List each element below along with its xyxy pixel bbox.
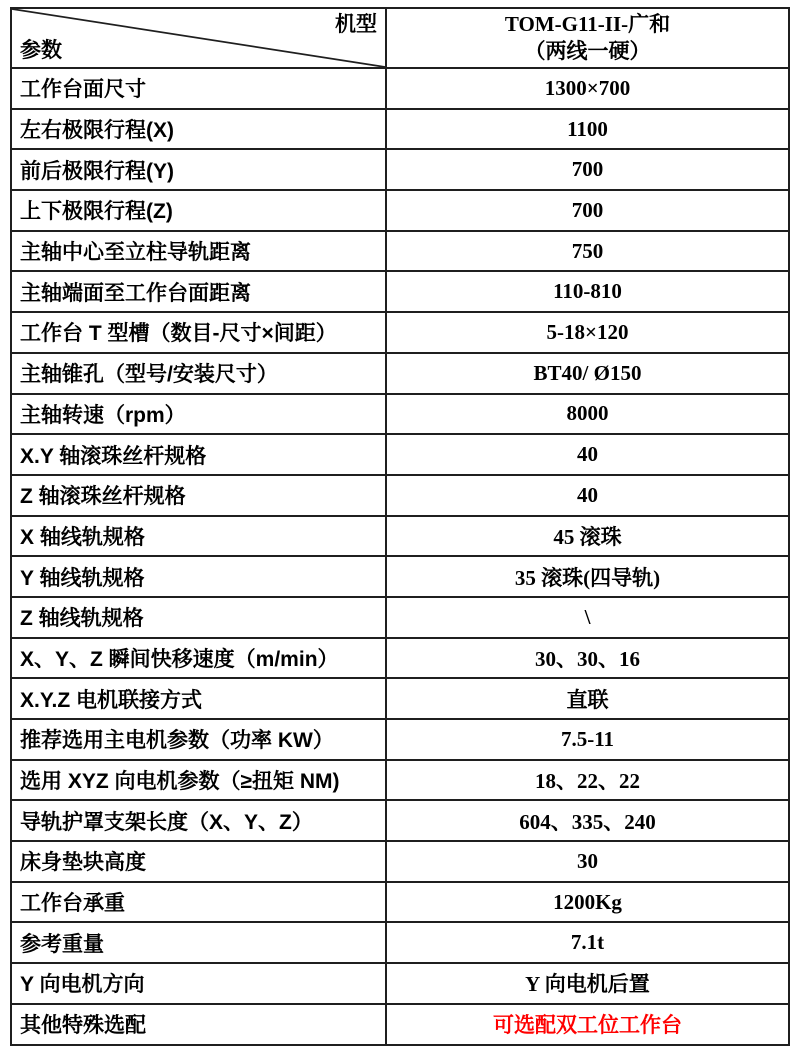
param-value: 750 [386,231,789,272]
param-label: 工作台承重 [11,882,386,923]
table-row [11,353,789,394]
param-value: 30、30、16 [386,638,789,679]
table-row [11,394,789,435]
param-label: 参考重量 [11,922,386,963]
param-label: X.Y.Z 电机联接方式 [11,678,386,719]
param-label: 主轴端面至工作台面距离 [11,271,386,312]
table-row [11,1004,789,1045]
param-value: BT40/ Ø150 [386,353,789,394]
param-value: 直联 [386,678,789,719]
param-value: 30 [386,841,789,882]
table-row [11,922,789,963]
param-label: X 轴线轨规格 [11,516,386,557]
table-row [11,109,789,150]
param-label: X.Y 轴滚珠丝杆规格 [11,434,386,475]
param-label: 导轨护罩支架长度（X、Y、Z） [11,800,386,841]
param-value: 7.1t [386,922,789,963]
param-label: X、Y、Z 瞬间快移速度（m/min） [11,638,386,679]
param-label: Z 轴线轨规格 [11,597,386,638]
param-label: 前后极限行程(Y) [11,149,386,190]
param-value: 5-18×120 [386,312,789,353]
table-row [11,800,789,841]
param-value: 可选配双工位工作台 [386,1004,789,1045]
param-value: 700 [386,190,789,231]
table-header-row [11,8,789,68]
table-row [11,271,789,312]
table-row [11,149,789,190]
model-name-line1: TOM-G11-II-广和 [504,12,671,36]
param-value: 40 [386,475,789,516]
table-row [11,434,789,475]
table-row [11,190,789,231]
param-value: 1200Kg [386,882,789,923]
param-label: 主轴转速（rpm） [11,394,386,435]
param-label: 工作台面尺寸 [11,68,386,109]
param-label: Z 轴滚珠丝杆规格 [11,475,386,516]
param-value: Y 向电机后置 [386,963,789,1004]
table-row [11,841,789,882]
table-row [11,231,789,272]
table-row [11,312,789,353]
param-label: 主轴锥孔（型号/安装尺寸） [11,353,386,394]
param-label: 床身垫块高度 [11,841,386,882]
param-value: 110-810 [386,271,789,312]
param-label: Y 轴线轨规格 [11,556,386,597]
param-value: 8000 [386,394,789,435]
param-label: 上下极限行程(Z) [11,190,386,231]
param-label: Y 向电机方向 [11,963,386,1004]
table-row [11,678,789,719]
machine-spec-table [10,7,790,1046]
table-row [11,516,789,557]
param-label: 主轴中心至立柱导轨距离 [11,231,386,272]
param-value: 18、22、22 [386,760,789,801]
param-label: 左右极限行程(X) [11,109,386,150]
table-row [11,963,789,1004]
param-value: 35 滚珠(四导轨) [386,556,789,597]
model-name-line2: （两线一硬） [524,39,651,63]
param-value: 700 [386,149,789,190]
param-value: 1100 [386,109,789,150]
param-label: 推荐选用主电机参数（功率 KW） [11,719,386,760]
param-value: 7.5-11 [386,719,789,760]
diagonal-divider [12,9,385,67]
table-row [11,760,789,801]
table-row [11,882,789,923]
table-row [11,638,789,679]
table-row [11,719,789,760]
param-value: 1300×700 [386,68,789,109]
table-row [11,475,789,516]
param-value: \ [386,597,789,638]
table-row [11,597,789,638]
param-value: 45 滚珠 [386,516,789,557]
param-value: 40 [386,434,789,475]
table-row [11,556,789,597]
param-label: 工作台 T 型槽（数目-尺寸×间距） [11,312,386,353]
model-name-cell [386,8,789,68]
param-label: 选用 XYZ 向电机参数（≥扭矩 NM) [11,760,386,801]
param-label: 其他特殊选配 [11,1004,386,1045]
table-row [11,68,789,109]
param-value: 604、335、240 [386,800,789,841]
corner-header-cell [11,8,386,68]
header-model-label: 机型 [335,13,377,36]
header-parameter-label: 参数 [20,39,62,62]
